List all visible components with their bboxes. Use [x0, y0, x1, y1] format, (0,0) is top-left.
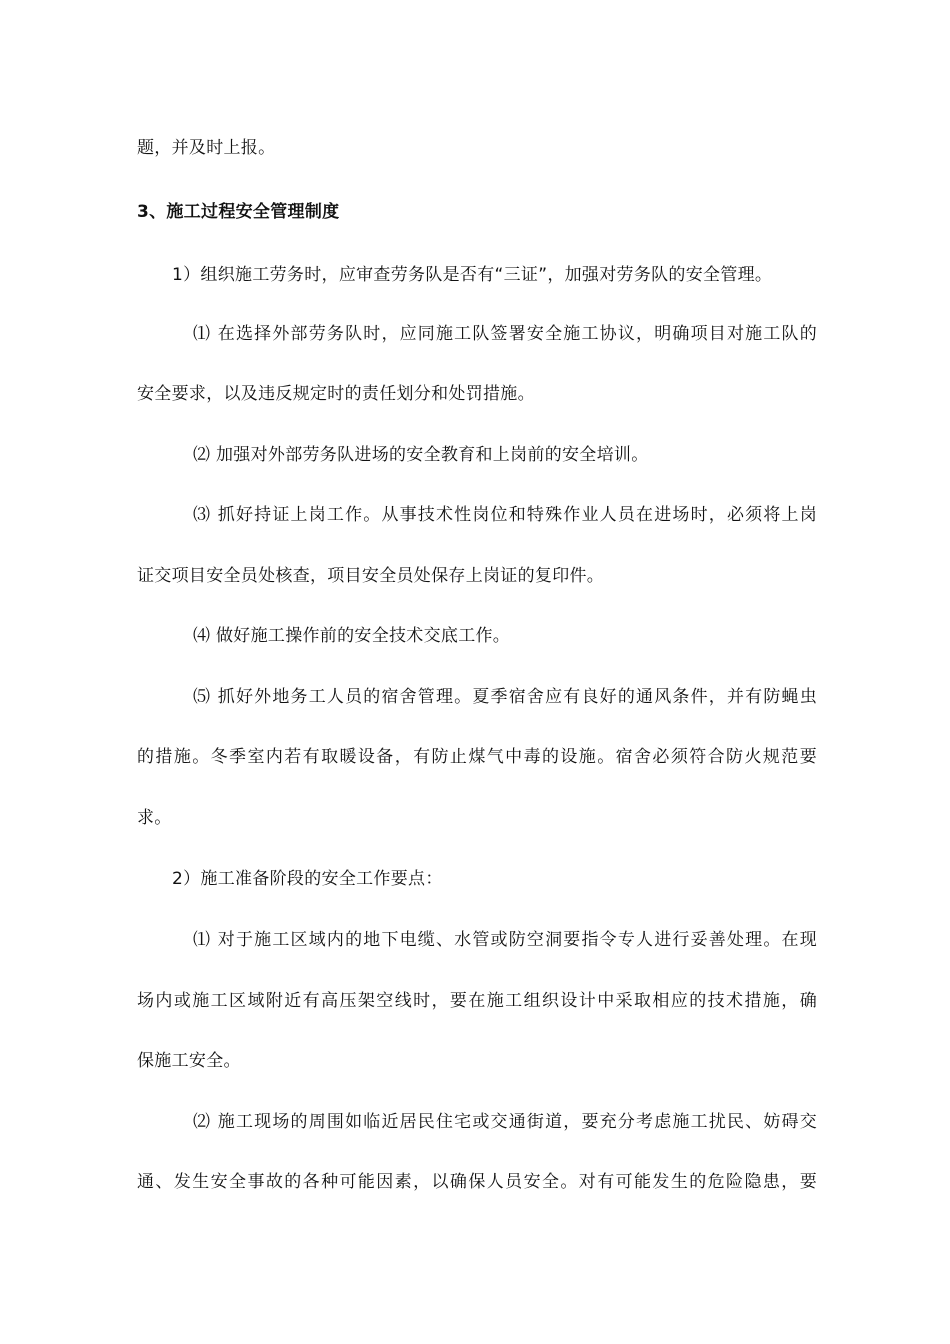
paragraph-line: 2）施工准备阶段的安全工作要点： [172, 869, 443, 889]
paragraph-line: ⑵ 施工现场的周围如临近居民住宅或交通街道，要充分考虑施工扰民、妨碍交 [193, 1112, 817, 1132]
paragraph-line: 通、发生安全事故的各种可能因素，以确保人员安全。对有可能发生的危险隐患，要 [137, 1172, 817, 1192]
paragraph-line: ⑶ 抓好持证上岗工作。从事技术性岗位和特殊作业人员在进场时，必须将上岗 [193, 505, 817, 525]
paragraph-line: ⑷ 做好施工操作前的安全技术交底工作。 [193, 626, 511, 646]
paragraph-line: 场内或施工区域附近有高压架空线时，要在施工组织设计中采取相应的技术措施，确 [137, 991, 817, 1011]
paragraph-line: 保施工安全。 [137, 1051, 241, 1071]
paragraph-line: ⑵ 加强对外部劳务队进场的安全教育和上岗前的安全培训。 [193, 445, 649, 465]
section-heading: 3、施工过程安全管理制度 [137, 202, 340, 222]
paragraph-line: 安全要求，以及违反规定时的责任划分和处罚措施。 [137, 384, 535, 404]
paragraph-line: ⑴ 对于施工区域内的地下电缆、水管或防空洞要指令专人进行妥善处理。在现 [193, 930, 817, 950]
paragraph-line: 题，并及时上报。 [137, 138, 276, 158]
paragraph-line: ⑸ 抓好外地务工人员的宿舍管理。夏季宿舍应有良好的通风条件，并有防蝇虫 [193, 687, 817, 707]
paragraph-line: 求。 [137, 808, 172, 828]
paragraph-line: 1）组织施工劳务时，应审查劳务队是否有“三证”，加强对劳务队的安全管理。 [172, 265, 773, 285]
paragraph-line: ⑴ 在选择外部劳务队时，应同施工队签署安全施工协议，明确项目对施工队的 [193, 324, 817, 344]
paragraph-line: 的措施。冬季室内若有取暖设备，有防止煤气中毒的设施。宿舍必须符合防火规范要 [137, 747, 817, 767]
paragraph-line: 证交项目安全员处核查，项目安全员处保存上岗证的复印件。 [137, 566, 605, 586]
